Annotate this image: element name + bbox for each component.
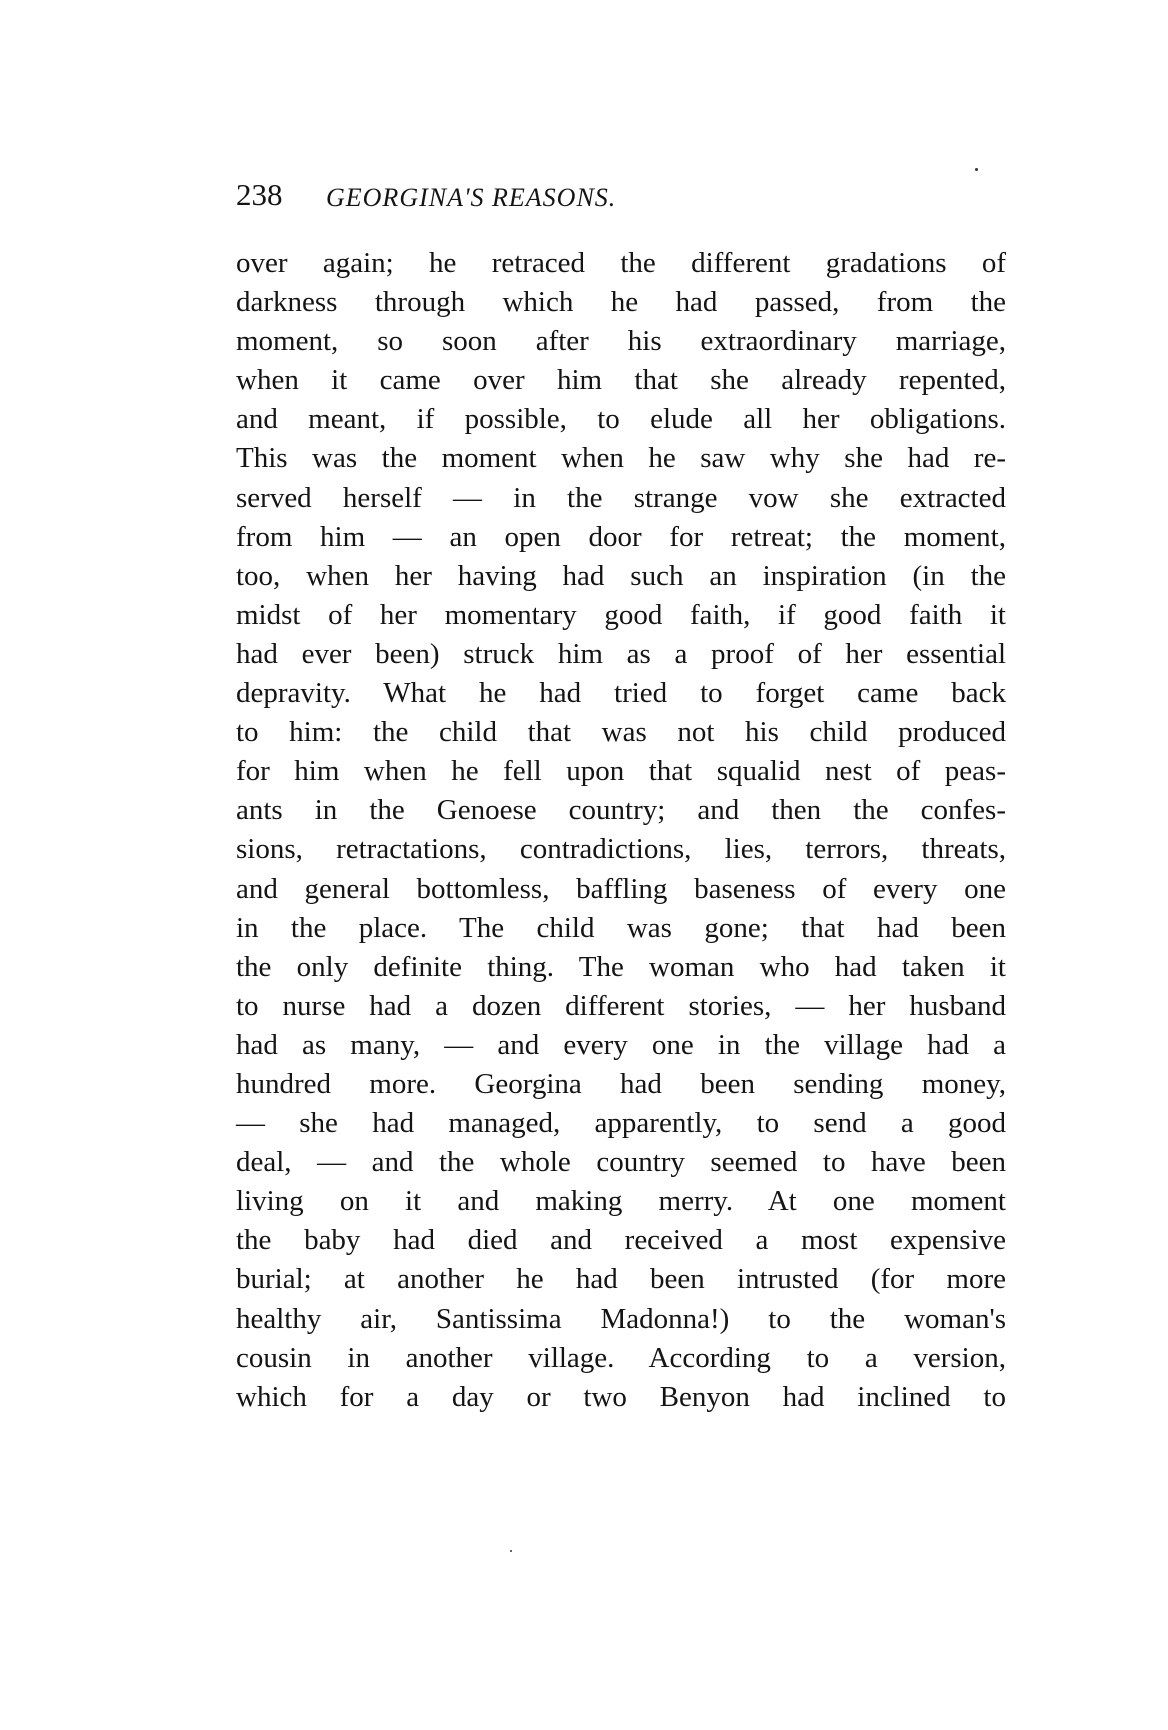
text-line: hundred more. Georgina had been sending money, — [236, 1067, 1006, 1100]
text-line: burial; at another he had been intrusted (for more — [236, 1263, 1006, 1296]
text-line: when it came over him that she already repented, — [236, 364, 1006, 397]
text-line: This was the moment when he saw why she had re- — [236, 442, 1006, 475]
text-line: darkness through which he had passed, from the — [236, 286, 1006, 319]
text-line: to nurse had a dozen different stories, — her husband — [236, 989, 1006, 1022]
text-line: and meant, if possible, to elude all her obligations. — [236, 403, 1006, 436]
text-line: had ever been) struck him as a proof of her essential — [236, 637, 1006, 670]
text-line: deal, — and the whole country seemed to have been — [236, 1146, 1006, 1179]
text-line: cousin in another village. According to a version, — [236, 1341, 1006, 1374]
text-line: the baby had died and received a most expensive — [236, 1224, 1006, 1257]
text-line: sions, retractations, contradictions, lies, terrors, threats, — [236, 833, 1006, 866]
text-line: ants in the Genoese country; and then the confes- — [236, 794, 1006, 827]
running-head: GEORGINA'S REASONS. — [326, 183, 617, 212]
text-line: too, when her having had such an inspiration (in the — [236, 559, 1006, 592]
text-line: and general bottomless, baffling baseness of every one — [236, 872, 1006, 905]
text-line: the only definite thing. The woman who had taken it — [236, 950, 1006, 983]
text-line: — she had managed, apparently, to send a good — [236, 1107, 1006, 1140]
text-line: over again; he retraced the different gradations of — [236, 247, 1006, 279]
text-line: depravity. What he had tried to forget came back — [236, 677, 1006, 710]
text-line: from him — an open door for retreat; the moment, — [236, 520, 1006, 553]
page-header — [236, 175, 1016, 215]
text-line: moment, so soon after his extraordinary marriage, — [236, 325, 1006, 358]
print-speck — [975, 168, 978, 171]
text-line: midst of her momentary good faith, if good faith it — [236, 598, 1006, 631]
text-line: in the place. The child was gone; that had been — [236, 911, 1006, 944]
text-line: living on it and making merry. At one moment — [236, 1185, 1006, 1218]
body-text — [236, 244, 1006, 1417]
text-line: served herself — in the strange vow she extracted — [236, 481, 1006, 514]
print-speck — [510, 1550, 512, 1552]
page-number: 238 — [236, 177, 283, 212]
text-line: had as many, — and every one in the village had a — [236, 1028, 1006, 1061]
text-line: healthy air, Santissima Madonna!) to the woman's — [236, 1302, 1006, 1335]
text-line: to him: the child that was not his child produced — [236, 716, 1006, 749]
text-line: which for a day or two Benyon had inclined to — [236, 1380, 1006, 1413]
text-line: for him when he fell upon that squalid nest of peas- — [236, 755, 1006, 788]
